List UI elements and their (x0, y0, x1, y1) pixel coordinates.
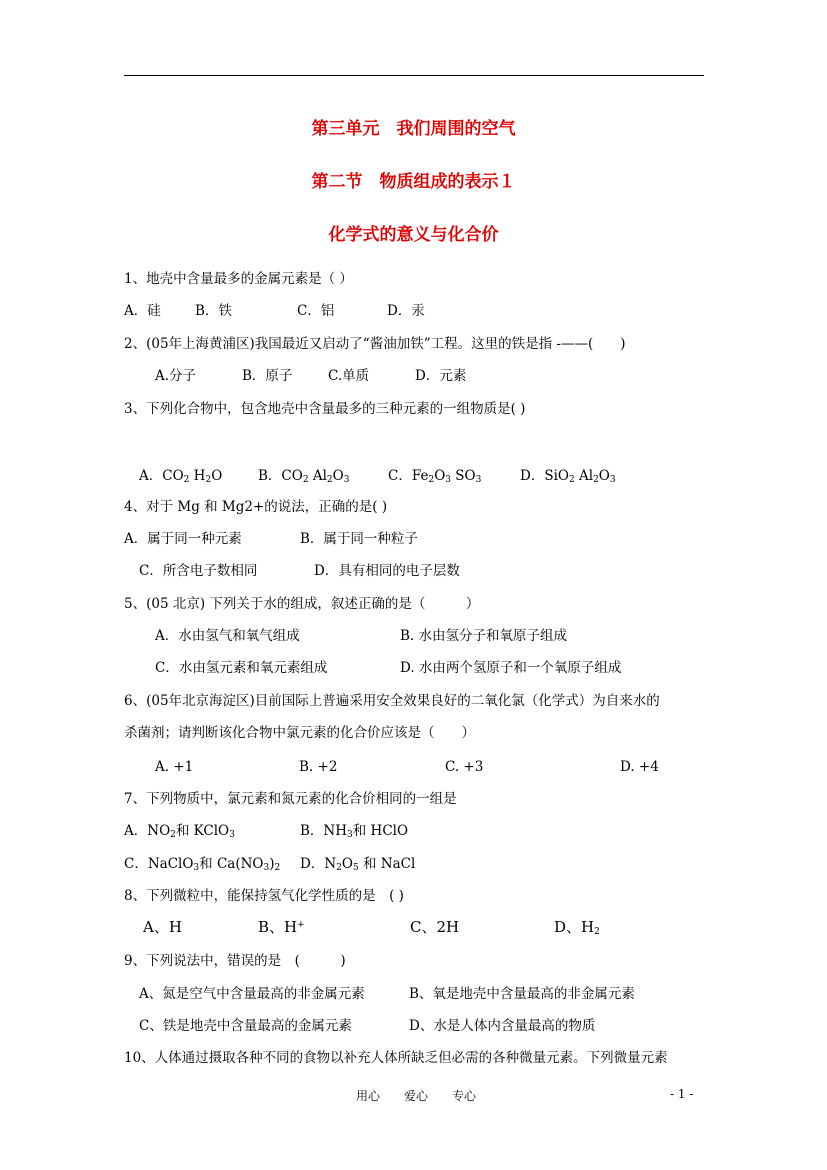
option-c (124, 855, 280, 873)
option-d: D．汞 (387, 303, 425, 319)
option-b (258, 467, 349, 485)
option-d (300, 855, 415, 873)
option-b: B．原子 (242, 368, 293, 384)
formula: SiO$_2$ $Al_2O_3$ (544, 468, 616, 485)
formula: $N_2O_5$ 和 NaCl (324, 856, 416, 873)
page-number: - 1 - (670, 1087, 694, 1101)
option-letter: D． (300, 856, 325, 872)
option-letter: B． (300, 823, 324, 839)
option-b: B. 水由氢分子和氧原子组成 (400, 628, 568, 644)
question-stem: 2、(05年上海黄浦区)我国最近又启动了“酱油加铁”工程。这里的铁是指 -——( ) (124, 336, 626, 352)
option-b: B. +2 (299, 759, 338, 775)
option-d: D. +4 (620, 759, 659, 775)
option-d: D、$H_2$ (554, 918, 600, 937)
formula: $NO_2$和 KClO$_3$ (147, 823, 235, 840)
option-letter: A． (139, 468, 163, 484)
option-a (124, 822, 235, 840)
question-stem: 1、地壳中含量最多的金属元素是（ ） (124, 271, 353, 287)
question-stem-continued: 杀菌剂；请判断该化合物中氯元素的化合价应该是（ ） (124, 725, 475, 741)
header-rule (124, 75, 704, 76)
question-stem: 5、(05 北京) 下列关于水的组成，叙述正确的是（ ） (124, 596, 480, 612)
option-a (139, 467, 222, 485)
question-stem: 9、下列说法中，错误的是 ( ) (124, 953, 346, 969)
option-a: A、氮是空气中含量最高的非金属元素 (139, 986, 365, 1002)
question-stem: 8、下列微粒中，能保持氢气化学性质的是 ( ) (124, 888, 404, 904)
formula: $CO_2$ $H_2O$ (162, 468, 223, 485)
footer-motto: 用心 爱心 专心 (356, 1089, 477, 1103)
option-c: C、铁是地壳中含量最高的金属元素 (139, 1018, 352, 1034)
question-stem: 7、下列物质中，氯元素和氮元素的化合价相同的一组是 (124, 791, 457, 807)
formula: NaClO$_3$和 $Ca(NO_3)_2$ (147, 856, 281, 873)
option-c: C．所含电子数相同 (139, 563, 258, 579)
option-d: D、水是人体内含量最高的物质 (409, 1018, 596, 1034)
topic-title: 化学式的意义与化合价 (328, 225, 499, 245)
question-stem: 6、(05年北京海淀区)目前国际上普遍采用安全效果良好的二氧化氯（化学式）为自来水的 (124, 693, 660, 709)
option-d: D. 水由两个氢原子和一个氧原子组成 (400, 660, 622, 676)
option-b: B．铁 (195, 303, 232, 319)
question-stem: 10、人体通过摄取各种不同的食物以补充人体所缺乏但必需的各种微量元素。下列微量元素 (124, 1050, 668, 1066)
section-title: 第二节 物质组成的表示１ (311, 172, 516, 192)
option-letter: D． (520, 468, 545, 484)
unit-title: 第三单元 我们周围的空气 (311, 119, 516, 139)
option-c: C．铝 (297, 303, 335, 319)
option-d (520, 467, 616, 485)
option-a: A、H (143, 918, 182, 936)
option-c: C、2H (410, 918, 460, 936)
option-letter: A． (124, 823, 148, 839)
option-c: C.单质 (328, 368, 370, 384)
option-b: B、氧是地壳中含量最高的非金属元素 (409, 986, 635, 1002)
option-a: A. +1 (155, 759, 194, 775)
question-stem: 3、下列化合物中，包含地壳中含量最多的三种元素的一组物质是( ) (124, 401, 526, 417)
option-a: A．属于同一种元素 (124, 531, 242, 547)
option-a: A．水由氢气和氧气组成 (155, 628, 300, 644)
option-c (388, 467, 481, 485)
option-letter: C． (388, 468, 412, 484)
option-a: A．硅 (124, 303, 161, 319)
option-b (300, 822, 408, 840)
formula: $NH_3$和 HClO (323, 823, 409, 840)
question-stem: 4、对于 Mg 和 Mg2+的说法，正确的是( ) (124, 499, 388, 515)
option-c: C．水由氢元素和氧元素组成 (155, 660, 328, 676)
option-letter: C． (124, 856, 148, 872)
option-b: B．属于同一种粒子 (300, 531, 418, 547)
option-d: D．具有相同的电子层数 (314, 563, 460, 579)
option-a: A.分子 (155, 368, 197, 384)
option-b: B、H+ (258, 918, 305, 936)
option-letter: B． (258, 468, 282, 484)
option-c: C. +3 (445, 759, 484, 775)
formula: $Fe_2O_3$ $SO_3$ (411, 468, 482, 485)
option-d: D．元素 (415, 368, 467, 384)
formula: $CO_2$ $Al_2O_3$ (281, 468, 350, 485)
